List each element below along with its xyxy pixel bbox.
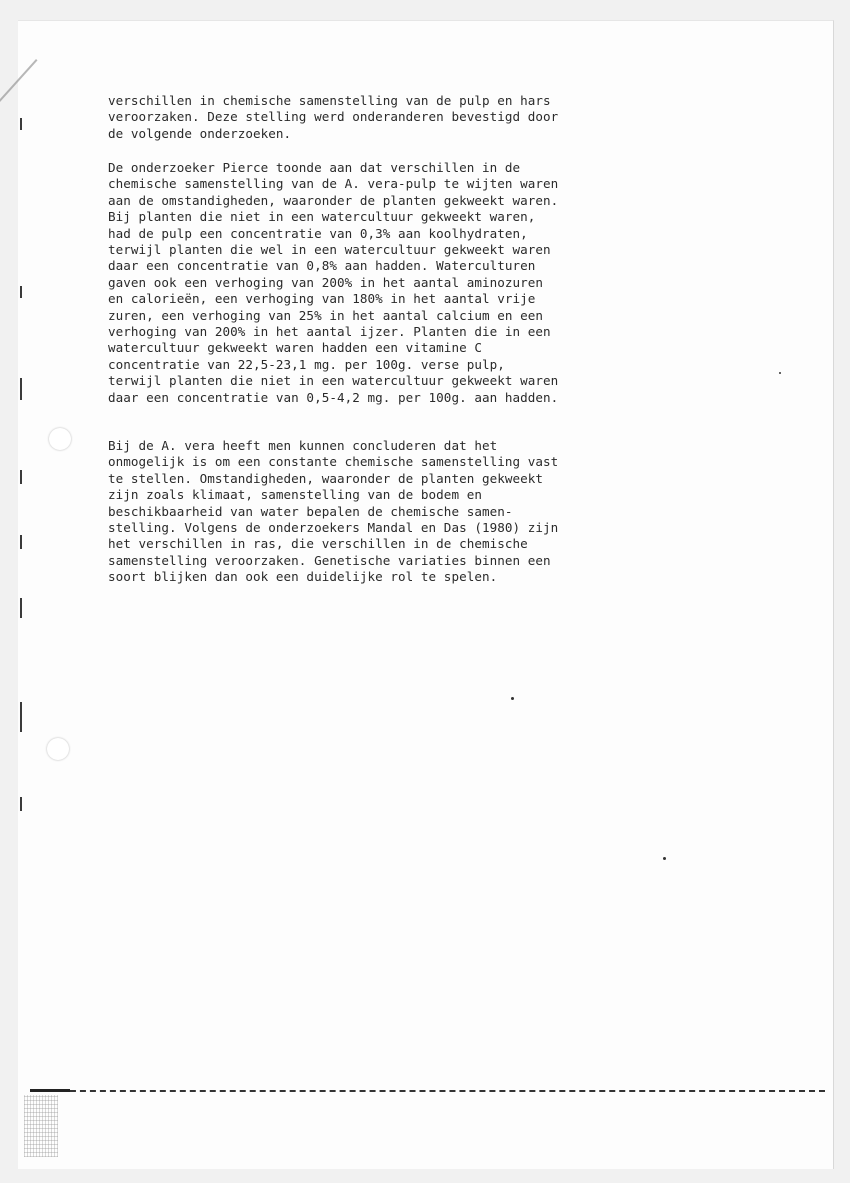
text-line: onmogelijk is om een constante chemische samenstelling vast bbox=[108, 454, 559, 470]
text-line: te stellen. Omstandigheden, waaronder de planten gekweekt bbox=[108, 470, 544, 486]
text-line: daar een concentratie van 0,8% aan hadden. Waterculturen bbox=[108, 258, 536, 274]
text-line: had de pulp een concentratie van 0,3% aan koolhydraten, bbox=[108, 225, 528, 241]
binder-mark bbox=[20, 470, 22, 484]
binder-mark bbox=[20, 535, 22, 549]
text-line: samenstelling veroorzaken. Genetische variaties binnen een bbox=[108, 552, 551, 568]
text-line: De onderzoeker Pierce toonde aan dat verschillen in de bbox=[108, 160, 521, 175]
paragraph-3 bbox=[108, 438, 708, 586]
text-line: soort blijken dan ook een duidelijke rol te spelen. bbox=[108, 569, 498, 585]
page-fold-mark bbox=[0, 59, 37, 127]
scan-speck bbox=[511, 697, 514, 700]
scanned-page bbox=[18, 20, 834, 1169]
text-line: zijn zoals klimaat, samenstelling van de bodem en bbox=[108, 487, 482, 503]
text-line: stelling. Volgens de onderzoekers Mandal en Das (1980) zijn bbox=[108, 520, 559, 536]
scan-speck bbox=[779, 372, 781, 374]
text-line: zuren, een verhoging van 25% in het aantal calcium en een bbox=[108, 307, 544, 323]
footer-dashed-rule bbox=[30, 1090, 825, 1092]
text-line: verhoging van 200% in het aantal ijzer. Planten die in een bbox=[108, 324, 551, 340]
text-line: concentratie van 22,5-23,1 mg. per 100g. verse pulp, bbox=[108, 356, 505, 372]
binder-mark bbox=[20, 378, 22, 400]
binder-mark bbox=[20, 598, 22, 618]
paragraph-2 bbox=[108, 160, 708, 406]
scan-speck bbox=[663, 857, 666, 860]
text-line: watercultuur gekweekt waren hadden een vitamine C bbox=[108, 340, 482, 356]
binder-mark bbox=[20, 797, 22, 811]
text-line: chemische samenstelling van de A. vera-pulp te wijten waren bbox=[108, 176, 559, 192]
binder-mark bbox=[20, 118, 22, 130]
footer-rule-start bbox=[30, 1089, 70, 1092]
text-line: het verschillen in ras, die verschillen in de chemische bbox=[108, 536, 528, 552]
text-line: terwijl planten die wel in een watercultuur gekweekt waren bbox=[108, 242, 551, 258]
punch-hole bbox=[47, 738, 69, 760]
paragraph-1 bbox=[108, 93, 708, 142]
text-line: daar een concentratie van 0,5-4,2 mg. per 100g. aan hadden. bbox=[108, 389, 559, 405]
text-line: aan de omstandigheden, waaronder de planten gekweekt waren. bbox=[108, 192, 559, 208]
text-line: de volgende onderzoeken. bbox=[108, 125, 292, 141]
text-line: en calorieën, een verhoging van 180% in het aantal vrije bbox=[108, 291, 536, 307]
binder-mark bbox=[20, 286, 22, 298]
text-line: veroorzaken. Deze stelling werd onderanderen bevestigd door bbox=[108, 109, 559, 125]
text-line: verschillen in chemische samenstelling van de pulp en hars bbox=[108, 93, 551, 108]
scanner-noise-patch bbox=[24, 1095, 58, 1157]
punch-hole bbox=[49, 428, 71, 450]
text-line: Bij planten die niet in een watercultuur gekweekt waren, bbox=[108, 209, 536, 225]
binder-mark bbox=[20, 702, 22, 732]
text-line: Bij de A. vera heeft men kunnen concluderen dat het bbox=[108, 438, 498, 453]
text-line: gaven ook een verhoging van 200% in het aantal aminozuren bbox=[108, 274, 544, 290]
text-line: beschikbaarheid van water bepalen de chemische samen- bbox=[108, 503, 513, 519]
text-line: terwijl planten die niet in een watercultuur gekweekt waren bbox=[108, 373, 559, 389]
